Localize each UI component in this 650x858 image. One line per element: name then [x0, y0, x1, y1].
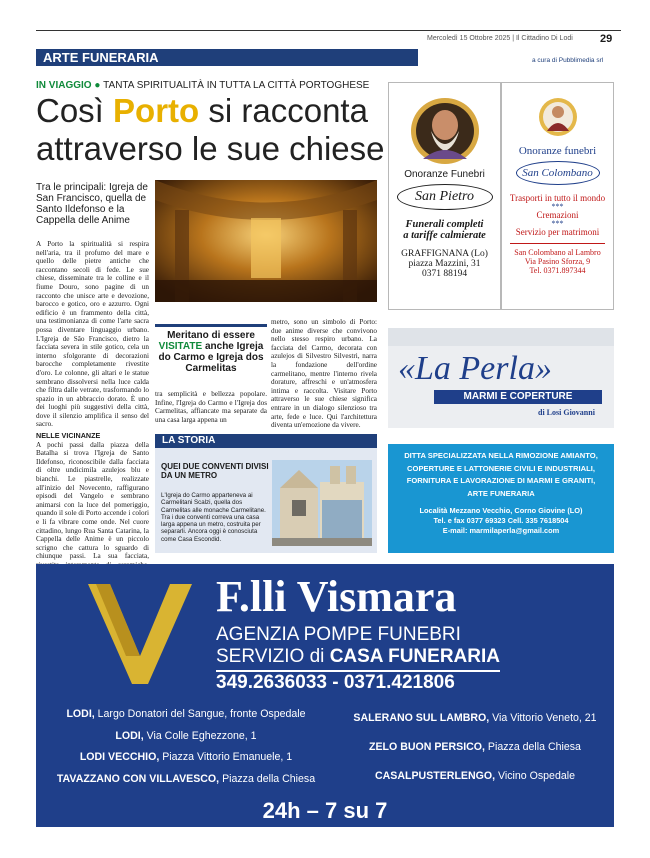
sp-city: GRAFFIGNANA (Lo)	[401, 249, 488, 259]
location-addr: Via Vittorio Veneto, 21	[489, 712, 597, 724]
ad-la-perla-body	[388, 444, 614, 553]
vismara-logo-icon	[70, 576, 210, 692]
lp-sub: MARMI E COPERTURE	[434, 390, 602, 404]
saint-medallion-icon	[538, 97, 578, 137]
section-title: ARTE FUNERARIA	[36, 49, 418, 66]
sc-script: San Colombano	[516, 161, 600, 185]
section-credit: a cura di Pubblimedia srl	[532, 57, 604, 64]
article-text: A pochi passi dalla piazza della Batalha si trova l'Igreja de Santo Ildefonso, riconoscibile dalla facciata di oltre undicimila azulejos blu e bianchi. Le piastrelle, realizzate all'inizio del Novecento, raffigurano episodi del Vangelo e sembrano animarsi con la luce del pomeriggio, quando il sole di Porto accende i colori e li fa vibrare come onde. Nel cuore cittadino, lungo Rua Santa Catarina, la Cappella delle Anime è un piccolo scrigno che cattura lo sguardo di chiunque passi. La sua facciata,	[36, 440, 149, 561]
location-addr: Largo Donatori del Sangue, fronte Ospedale	[94, 708, 306, 720]
sc-phone: Tel. 0371.897344	[529, 266, 586, 275]
location-item	[36, 747, 336, 769]
storia-title: QUEI DUE CONVENTI DIVISI DA UN METRO	[161, 462, 269, 480]
pull-quote	[155, 324, 267, 374]
location-city: TAVAZZANO CON VILLAVESCO,	[56, 772, 220, 785]
kicker-bullet: ●	[94, 80, 101, 91]
sc-line: Servizio per matrimoni	[515, 227, 600, 237]
sp-tagline: a tariffe calmierate	[403, 230, 486, 241]
vismara-line2-part: SERVIZIO di	[216, 646, 330, 667]
location-addr: Piazza Vittorio Emanuele, 1	[159, 751, 293, 763]
pull-highlight: VISITATE	[158, 341, 203, 352]
vismara-line2-bold: CASA FUNERARIA	[329, 646, 500, 667]
ad-vismara	[36, 564, 614, 798]
location-item	[336, 704, 614, 733]
lp-email: E-mail: marmilaperla@gmail.com	[442, 526, 560, 535]
location-item	[36, 704, 336, 726]
kicker-text: TANTA SPIRITUALITÀ IN TUTTA LA CITTÀ PORTOGHESE	[103, 80, 370, 91]
issue-date: Mercoledì 15 Ottobre 2025 | Il Cittadino Di Lodi	[427, 35, 573, 42]
vismara-line1: AGENZIA POMPE FUNEBRI	[216, 624, 461, 645]
location-addr: Via Colle Eghezzone, 1	[143, 729, 257, 742]
sc-title: Onoranze funebri	[518, 145, 597, 157]
headline-porto: Porto	[113, 92, 200, 129]
church-interior-photo	[155, 180, 377, 302]
lp-body: DITTA SPECIALIZZATA NELLA RIMOZIONE AMIANTO, COPERTURE E LATTONERIE CIVILI E INDUSTRIALI, FORNITURA E LAVORAZIONE DI MARMI E GRANITI, ARTE FUNERARIA	[404, 451, 598, 498]
vismara-locations-right	[336, 704, 614, 791]
article-text: A Porto la spiritualità si respira nell'aria, tra il profumo del mare e quello delle pietre antiche che raccontano secoli di fede. Le sue chiese, disseminate tra le colline e il fiume Douro, sono pagine di un racconto che unisce arte e devozione, barocco e gotico, oro e azzurro. Ogni edificio è un frammento della città, una testimonianza di come l'arte sacra possa diventare linguaggio urbano. L'Igreja de São Francisco, dietro la facciata severa in stile gotico, cela un interno sfolgorante di decorazioni barocche completamente rivestite d'oro. Le colonne, gli altari e le statue sembrano dissolversi nella luce calda che filtra dalle vetrate, trasformando lo spazio in un abbraccio dorato. È uno dei luoghi più suggestivi della città, dove il silenzio amplifica il senso del sacro.	[36, 240, 149, 429]
location-city: ZELO BUON PERSICO,	[369, 741, 485, 753]
sp-title: Onoranze Funebri	[404, 169, 485, 180]
location-city: SALERANO SUL LAMBRO,	[353, 712, 490, 724]
headline-part: si racconta attraverso le sue chiese	[36, 92, 385, 167]
article-subhead: Tra le principali: Igreja de San Francisco, quella de Santo Ildefonso e la Cappella delle Anime	[36, 182, 148, 226]
article-column-2: tra semplicità e bellezza popolare. Infine, l'Igreja do Carmo e l'Igreja dos Carmelitas, affiancate ma separate da una casa larga appena un	[155, 390, 267, 424]
location-addr: Piazza della Chiesa	[219, 772, 316, 785]
sp-phone: 0371 88194	[421, 269, 468, 279]
lp-name: «La Perla»	[398, 350, 552, 387]
location-addr: Piazza della Chiesa	[484, 741, 581, 753]
sp-script: San Pietro	[397, 184, 493, 210]
location-item	[36, 769, 336, 791]
location-item	[336, 762, 614, 791]
sc-address: Via Pasino Sforza, 9	[524, 257, 591, 266]
location-item	[36, 726, 336, 748]
storia-label: LA STORIA	[155, 434, 377, 448]
ad-la-perla-header	[388, 328, 614, 428]
saint-portrait-icon	[409, 97, 481, 165]
storia-text: L'Igreja do Carmo apparteneva ai Carmelitani Scalzi, quella dos Carmelitas alle monache Carmelitane. Tra i due conventi correva una casa larga appena un metro, costruita per separarli. Ancora oggi è conosciuta come Casa Escondid.	[161, 492, 266, 543]
vismara-phones: 349.2636033 - 0371.421806	[216, 672, 455, 693]
subheading: NELLE VICINANZE	[36, 431, 101, 441]
sc-line: Trasporti in tutto il mondo	[509, 193, 606, 203]
location-city: LODI,	[66, 708, 95, 720]
lp-owner: di Losi Giovanni	[538, 408, 595, 417]
sc-city: San Colombano al Lambro	[514, 248, 601, 257]
sp-address: piazza Mazzini, 31	[408, 259, 481, 269]
location-city: LODI VECCHIO,	[79, 751, 160, 763]
sc-line: Cremazioni	[536, 210, 579, 220]
headline-part: Così	[36, 92, 114, 129]
header-rule	[36, 30, 621, 31]
article-column-3: metro, sono un simbolo di Porto: due anime diverse che convivono nello stesso respiro urbano. La facciata del Carmo, decorata con azulejos di Silvestro Silvestri, narra la fondazione dell'ordine carmelitano, mentre l'interno rivela dorature, affreschi e un'atmosfera intima e raccolta. Visitare Porto attraverso le sue chiese significa entrare in un dialogo silenzioso tra arte, fede e luce. Qui l'architettura diventa un'emozione da vivere.	[271, 318, 377, 430]
ad-san-pietro	[388, 82, 501, 310]
location-city: LODI,	[115, 729, 144, 742]
location-addr: Vicino Ospedale	[495, 770, 575, 782]
article-column-1	[36, 240, 149, 595]
vismara-line2	[216, 646, 500, 672]
sc-stars: ***	[551, 202, 564, 211]
churches-photo	[272, 460, 372, 546]
vismara-locations-left	[36, 704, 336, 790]
pull-text: anche Igreja do Carmo e Igreja dos Carmelitas	[158, 341, 264, 374]
sc-stars: ***	[551, 219, 564, 228]
ad-san-colombano	[501, 82, 614, 310]
article-kicker	[36, 80, 369, 91]
vismara-slogan: 24h – 7 su 7	[36, 798, 614, 827]
vismara-name: F.lli Vismara	[216, 572, 457, 621]
pull-text: Meritano di essere	[167, 330, 255, 341]
lp-location: Località Mezzano Vecchio, Corno Giovine (LO)	[419, 506, 583, 515]
sp-tagline: Funerali completi	[405, 219, 484, 230]
lp-phone: Tel. e fax 0377 69323 Cell. 335 7618504	[433, 516, 569, 525]
location-city: CASALPUSTERLENGO,	[375, 770, 496, 782]
kicker-label: IN VIAGGIO	[36, 80, 92, 91]
page-number: 29	[600, 33, 613, 45]
location-item	[336, 733, 614, 762]
article-headline	[36, 92, 391, 168]
